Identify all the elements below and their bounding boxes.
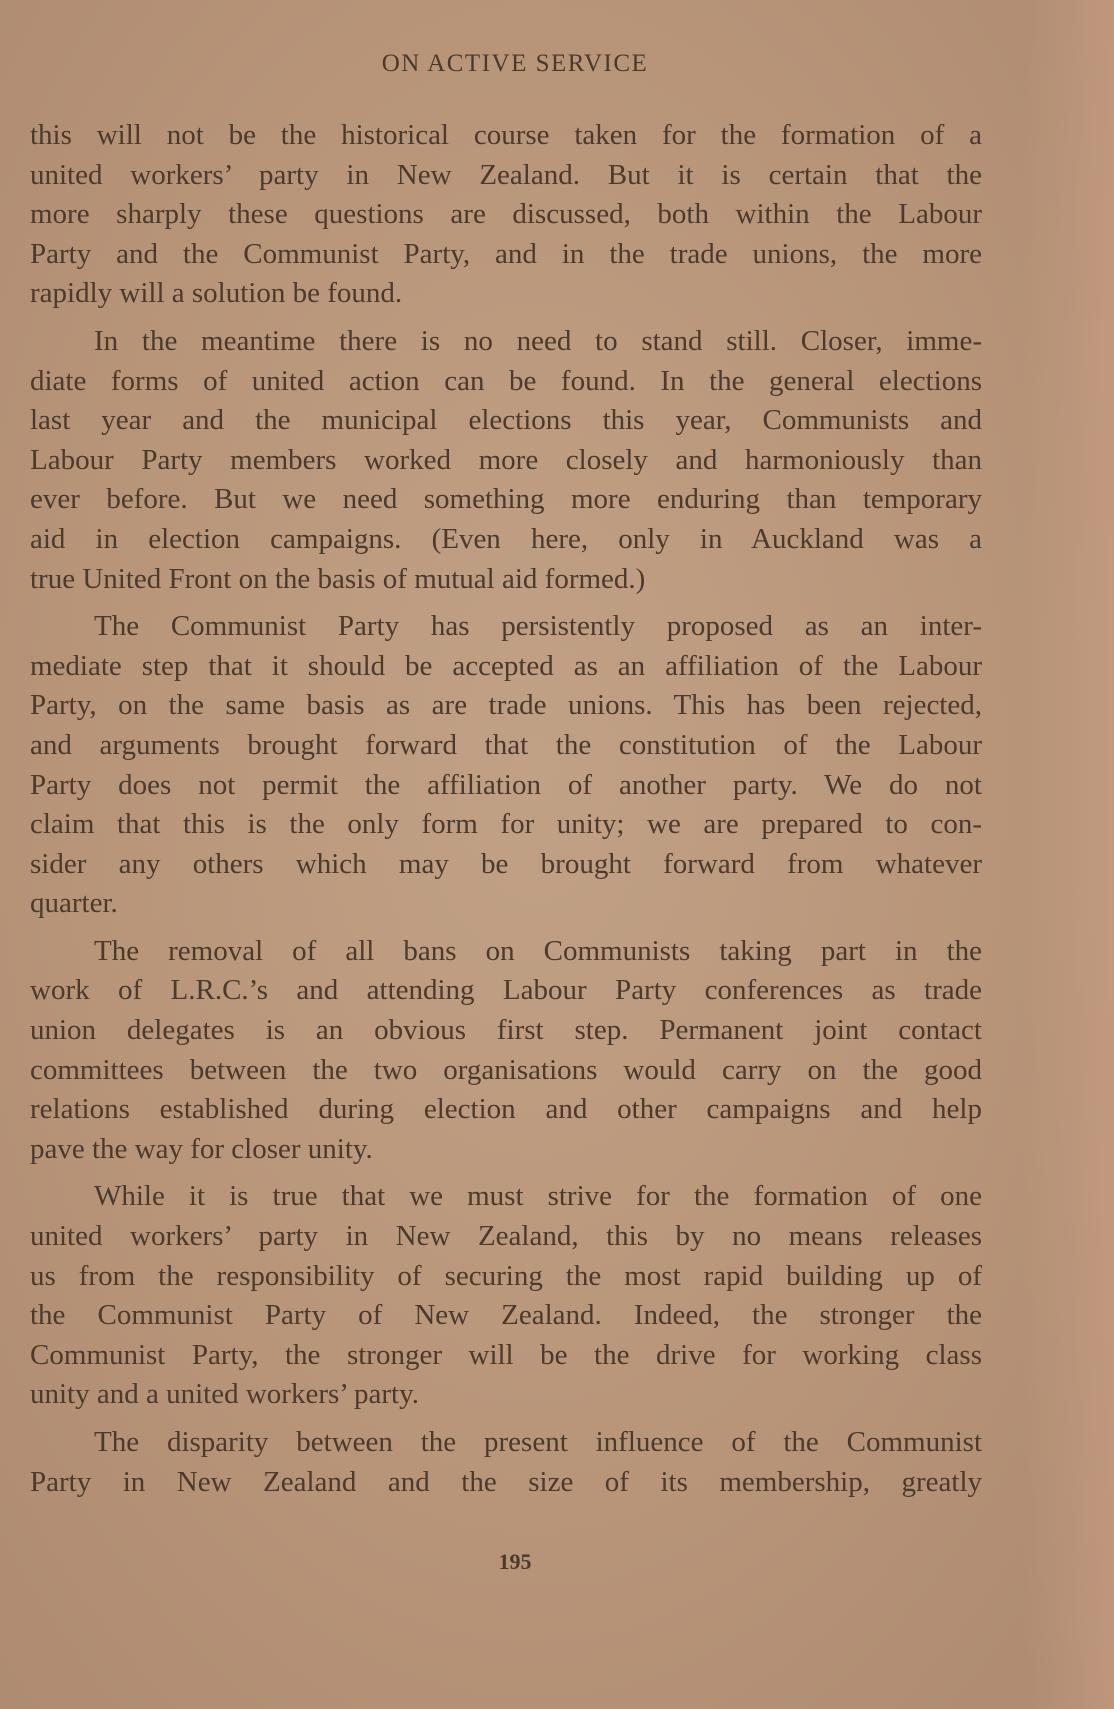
paragraph (30, 116, 982, 314)
text-line: In the meantime there is no need to stand still. Closer, imme- (94, 324, 982, 357)
text-line: more sharply these questions are discussed, both within the Labour (30, 198, 982, 231)
text-line: diate forms of united action can be found. In the general elections (30, 364, 982, 397)
text-line: work of L.R.C.’s and attending Labour Party conferences as trade (30, 974, 982, 1007)
paragraph (30, 1423, 982, 1502)
page-number: 195 (498, 1549, 532, 1574)
text-line: committees between the two organisations would carry on the good (30, 1053, 982, 1086)
text-line: Party does not permit the affiliation of another party. We do not (30, 768, 982, 801)
text-line: Labour Party members worked more closely and harmoniously than (30, 443, 982, 476)
text-line: Party in New Zealand and the size of its membership, greatly (30, 1465, 982, 1498)
text-line: union delegates is an obvious first step. Permanent joint contact (30, 1014, 982, 1047)
text-line: true United Front on the basis of mutual aid formed.) (30, 562, 646, 595)
text-line: us from the responsibility of securing the most rapid building up of (30, 1259, 982, 1292)
text-line: this will not be the historical course taken for the formation of a (30, 119, 982, 151)
body-text (30, 116, 982, 1510)
text-line: rapidly will a solution be found. (30, 277, 403, 310)
text-line: Party and the Communist Party, and in the trade unions, the more (30, 237, 982, 270)
text-line: The Communist Party has persistently proposed as an inter- (94, 610, 982, 643)
text-line: Communist Party, the stronger will be the drive for working class (30, 1338, 982, 1371)
paragraph (30, 607, 982, 924)
paragraph (30, 1177, 982, 1415)
text-line: united workers’ party in New Zealand, this by no means releases (30, 1220, 982, 1253)
text-line: and arguments brought forward that the constitution of the Labour (30, 728, 982, 761)
text-line: The removal of all bans on Communists taking part in the (94, 934, 982, 967)
text-line: The disparity between the present influence of the Communist (94, 1426, 982, 1458)
text-line: unity and a united workers’ party. (30, 1378, 419, 1411)
text-line: united workers’ party in New Zealand. But it is certain that the (30, 158, 982, 191)
paragraph (30, 322, 982, 599)
text-line: Party, on the same basis as are trade unions. This has been rejected, (30, 689, 982, 722)
text-line: pave the way for closer unity. (30, 1132, 373, 1165)
text-line: mediate step that it should be accepted as an affiliation of the Labour (30, 649, 982, 682)
text-line: quarter. (30, 887, 118, 920)
text-line: ever before. But we need something more enduring than temporary (30, 483, 982, 516)
text-line: sider any others which may be brought forward from whatever (30, 847, 982, 880)
paragraph (30, 932, 982, 1170)
text-line: aid in election campaigns. (Even here, only in Auckland was a (30, 522, 982, 555)
text-line: While it is true that we must strive for the formation of one (94, 1180, 982, 1213)
text-line: the Communist Party of New Zealand. Indeed, the stronger the (30, 1299, 982, 1332)
text-line: claim that this is the only form for unity; we are prepared to con- (30, 808, 982, 841)
text-line: last year and the municipal elections this year, Communists and (30, 404, 982, 437)
text-line: relations established during election and other campaigns and help (30, 1093, 982, 1126)
running-head: ON ACTIVE SERVICE (381, 50, 649, 77)
